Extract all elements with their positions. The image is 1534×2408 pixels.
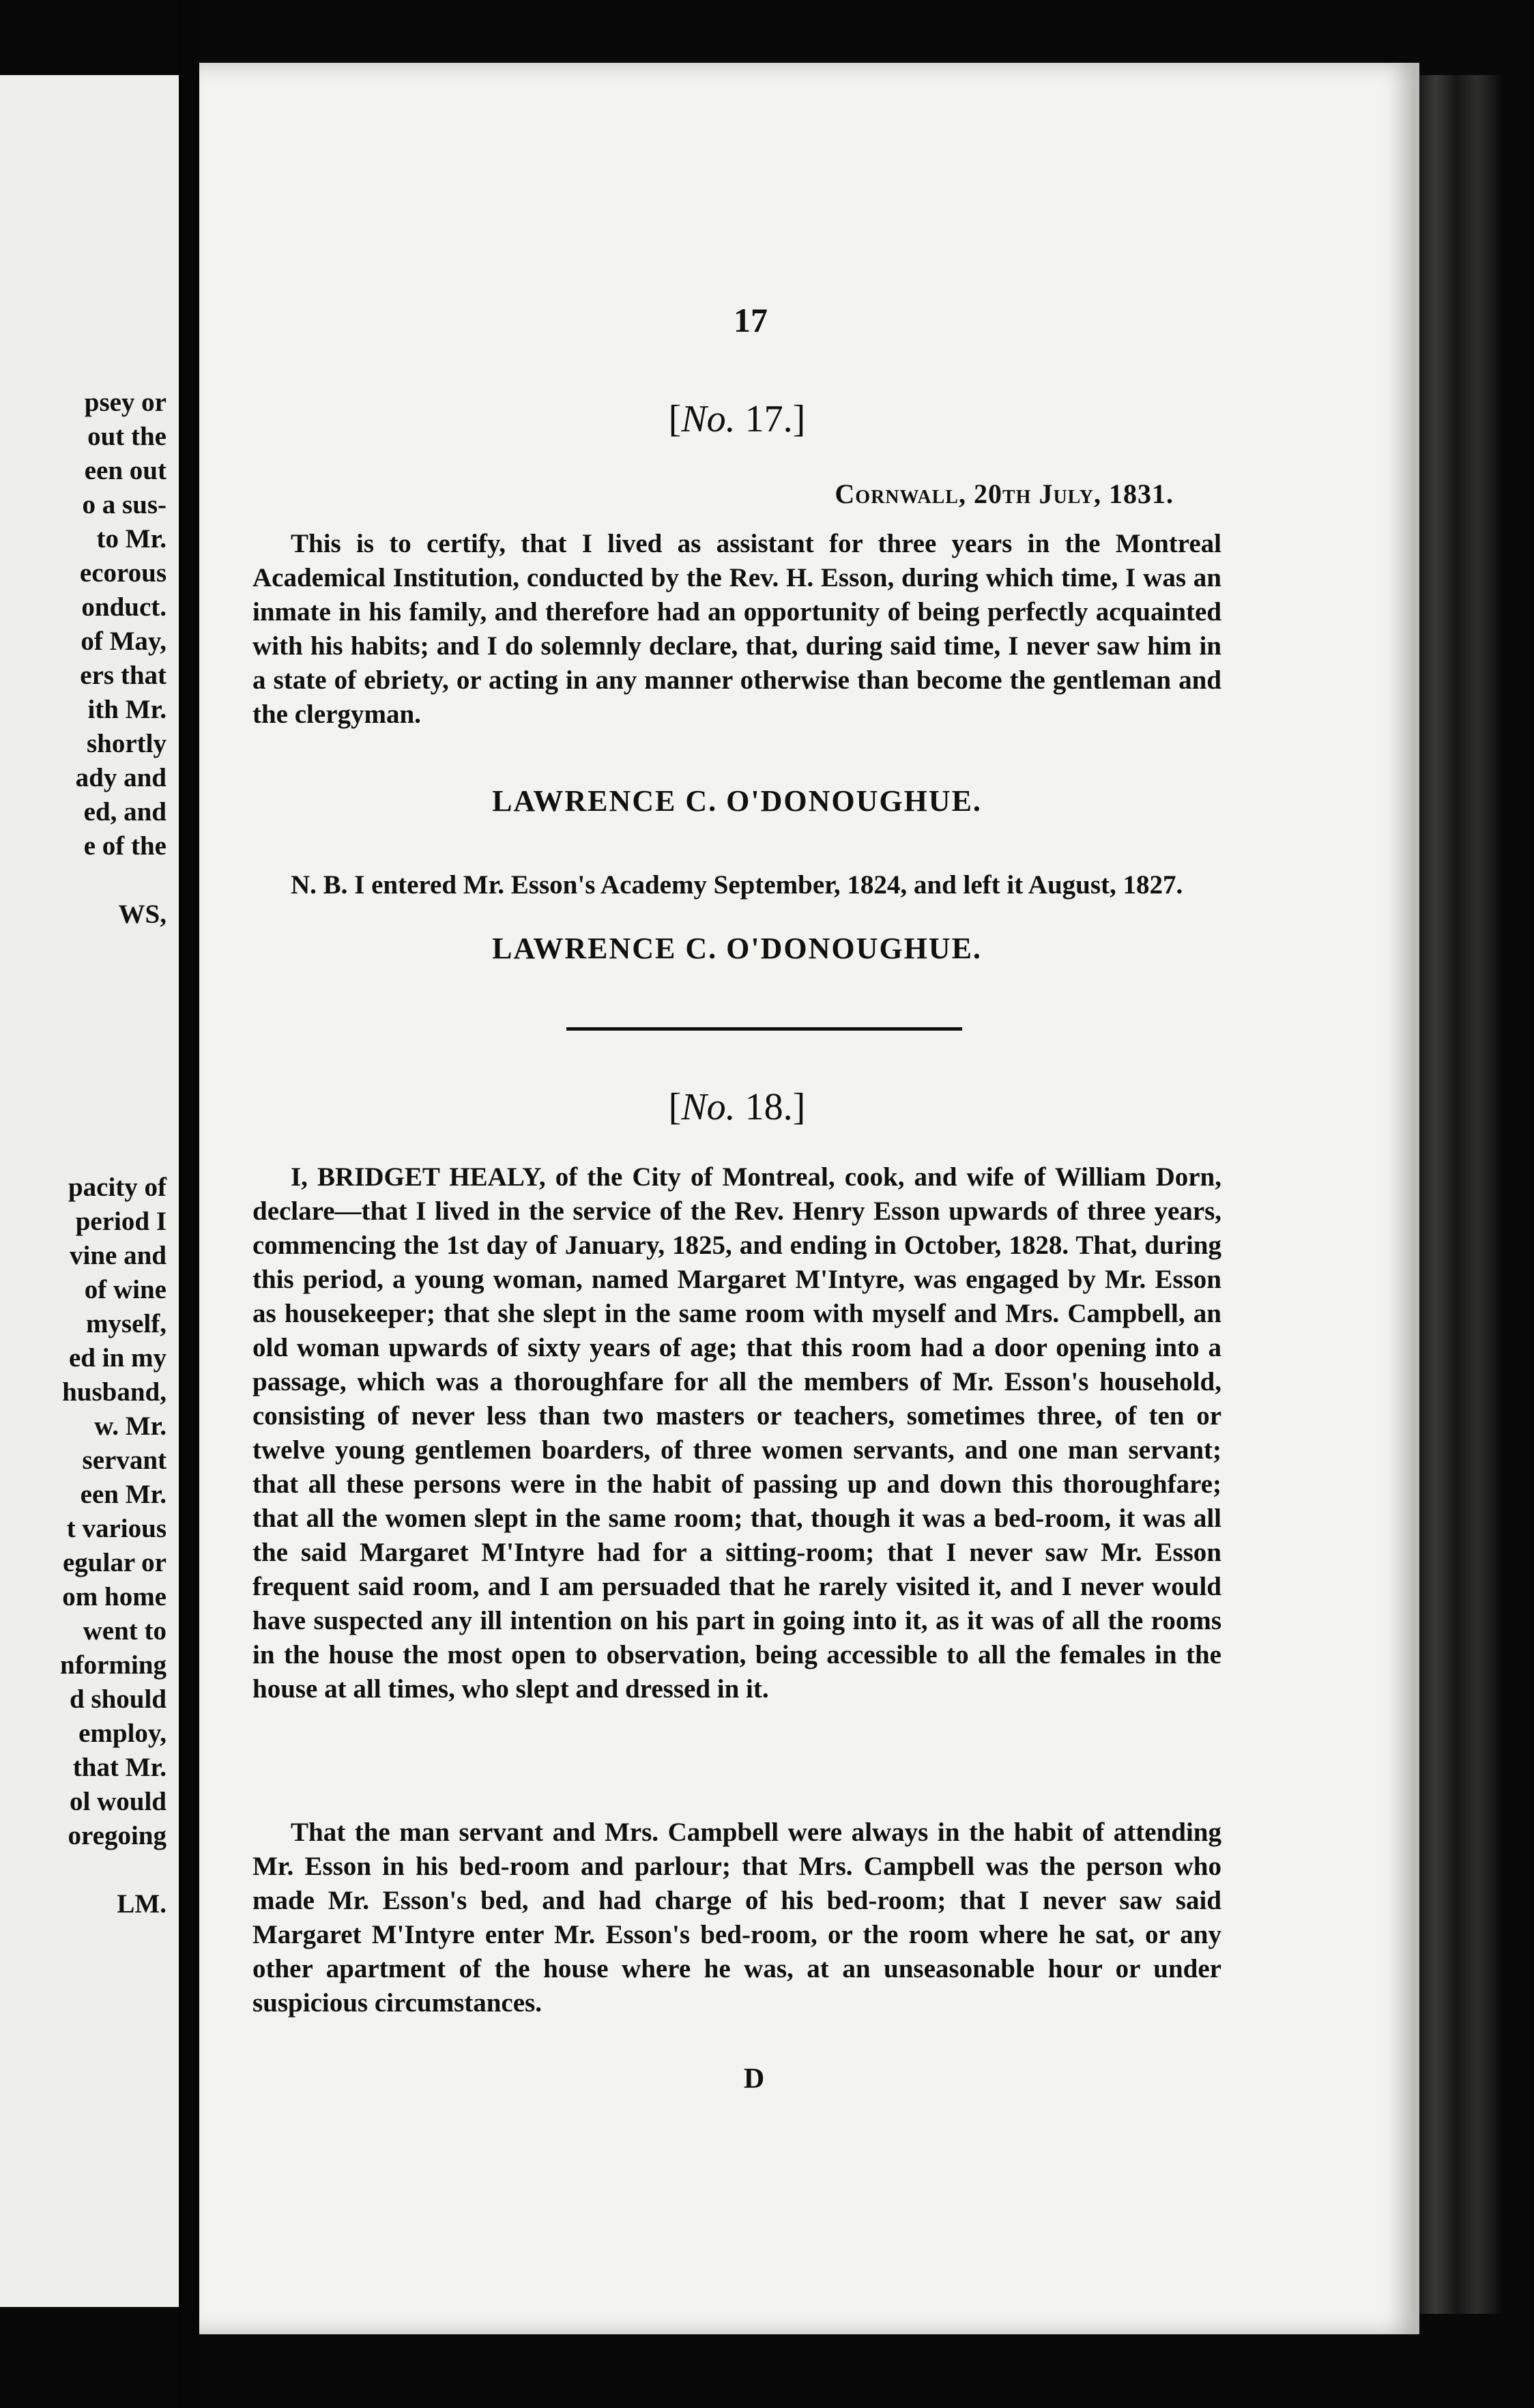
page-edge-shadow	[1419, 75, 1501, 2314]
left-page-line	[0, 966, 167, 1000]
left-page-line: WS,	[118, 900, 167, 929]
signature-odonoughue-2: LAWRENCE C. O'DONOUGHUE.	[492, 932, 982, 965]
left-page-line: employ,	[78, 1719, 167, 1748]
left-page-text	[0, 386, 179, 1921]
nota-bene-paragraph: N. B. I entered Mr. Esson's Academy September, 1824, and left it August, 1827.	[291, 870, 1183, 900]
left-page-line: ecorous	[79, 558, 167, 588]
left-page-line: oregoing	[68, 1821, 167, 1850]
left-page-line: psey or	[84, 388, 167, 417]
left-page-line	[0, 863, 167, 898]
left-page-line	[0, 1136, 167, 1171]
left-page-line: of wine	[84, 1275, 167, 1304]
left-page-line: ed, and	[83, 797, 167, 827]
left-page-line: om home	[62, 1582, 167, 1611]
signature-mark: D	[743, 2063, 765, 2095]
document-heading-18: [No. 18.]	[668, 1086, 806, 1128]
signature-odonoughue: LAWRENCE C. O'DONOUGHUE.	[492, 784, 982, 818]
left-page-line	[0, 1102, 167, 1136]
left-page-line: to Mr.	[96, 524, 167, 554]
certificate-paragraph: This is to certify, that I lived as assistant for three years in the Montreal Academical Institution, conducted by the Rev. H. Esson, during which time, I was an inmate in his family, and therefore had an opportunity of being perfectly acquainted with his habits; and I do solemnly declare, that, during said time, I never saw him in a state of ebriety, or acting in any manner otherwise than become the gentleman and the clergyman.	[252, 529, 1221, 729]
left-page-line: nforming	[60, 1650, 167, 1680]
section-divider	[566, 1027, 962, 1031]
left-page-line: that Mr.	[72, 1753, 167, 1782]
left-page-line: egular or	[62, 1548, 167, 1577]
left-page-line: vine and	[70, 1241, 167, 1270]
left-page-line: d should	[69, 1685, 167, 1714]
left-page-line: een Mr.	[80, 1480, 167, 1509]
left-page-line	[0, 1034, 167, 1068]
left-page-line: pacity of	[68, 1173, 167, 1202]
left-page-line	[0, 1068, 167, 1102]
page-number: 17	[734, 301, 768, 339]
left-page-line: out the	[87, 422, 167, 451]
left-page-line: ady and	[75, 763, 167, 792]
book-gutter	[179, 0, 199, 2408]
left-page-line	[0, 932, 167, 966]
left-page-line: LM.	[117, 1889, 167, 1919]
left-page-line: w. Mr.	[94, 1411, 167, 1441]
left-page-line: husband,	[62, 1377, 167, 1407]
left-page-line: t various	[66, 1514, 167, 1543]
dateline: Cornwall, 20th July, 1831.	[835, 478, 1174, 509]
left-page-line: ers that	[80, 661, 167, 690]
left-page-line: of May,	[81, 627, 167, 656]
declaration-paragraph-1: I, BRIDGET HEALY, of the City of Montreal, cook, and wife of William Dorn, declare—that I lived in the service of the Rev. Henry Esson upwards of three years, commencing the 1st day of January, 1825, and ending in October, 1828. That, during this period, a young woman, named Margaret M'Intyre, was engaged by Mr. Esson as housekeeper; that she slept in the same room with myself and Mrs. Campbell, an old woman upwards of sixty years of age; that this room had a door opening into a passage, which was a thoroughfare for all the members of Mr. Esson's household, consisting of never less than two masters or teachers, sometimes three, of ten or twelve young gentlemen boarders, of three women servants, and one man servant; that all these persons were in the habit of passing up and down this thoroughfare; that all the women slept in the same room; that, though it was a bed-room, it was all the said Margaret M'Intyre had for a sitting-room; that I never saw Mr. Esson frequent said room, and I am persuaded that he rarely visited it, and I never would have suspected any ill intention on his part in going into it, as it was of all the rooms in the house the most open to observation, being accessible to all the females in the house at all times, who slept and dressed in it.	[252, 1162, 1221, 1704]
left-page-line	[0, 1853, 167, 1887]
document-heading-17: [No. 17.]	[668, 398, 806, 440]
left-page-line: ith Mr.	[87, 695, 167, 724]
left-page-line: went to	[83, 1616, 167, 1646]
left-page-line: myself,	[85, 1309, 167, 1338]
left-page-line: e of the	[83, 831, 167, 861]
left-page-line: period I	[75, 1207, 167, 1236]
left-page-line: shortly	[87, 729, 167, 758]
left-page-line: o a sus-	[82, 490, 167, 519]
left-page-line: ol would	[70, 1787, 167, 1816]
left-page-line: onduct.	[81, 592, 167, 622]
left-page-line: een out	[84, 456, 167, 485]
left-facing-page	[0, 75, 179, 2307]
left-page-line	[0, 1000, 167, 1034]
left-page-line: servant	[82, 1446, 167, 1475]
declaration-paragraph-2: That the man servant and Mrs. Campbell were always in the habit of attending Mr. Esson in his bed-room and parlour; that Mrs. Campbell was the person who made Mr. Esson's bed, and had charge of his bed-room; that I never saw said Margaret M'Intyre enter Mr. Esson's bed-room, or the room where he sat, or any other apartment of the house where he was, at an unseasonable hour or under suspicious circumstances.	[252, 1818, 1221, 2018]
left-page-line: ed in my	[68, 1343, 167, 1373]
